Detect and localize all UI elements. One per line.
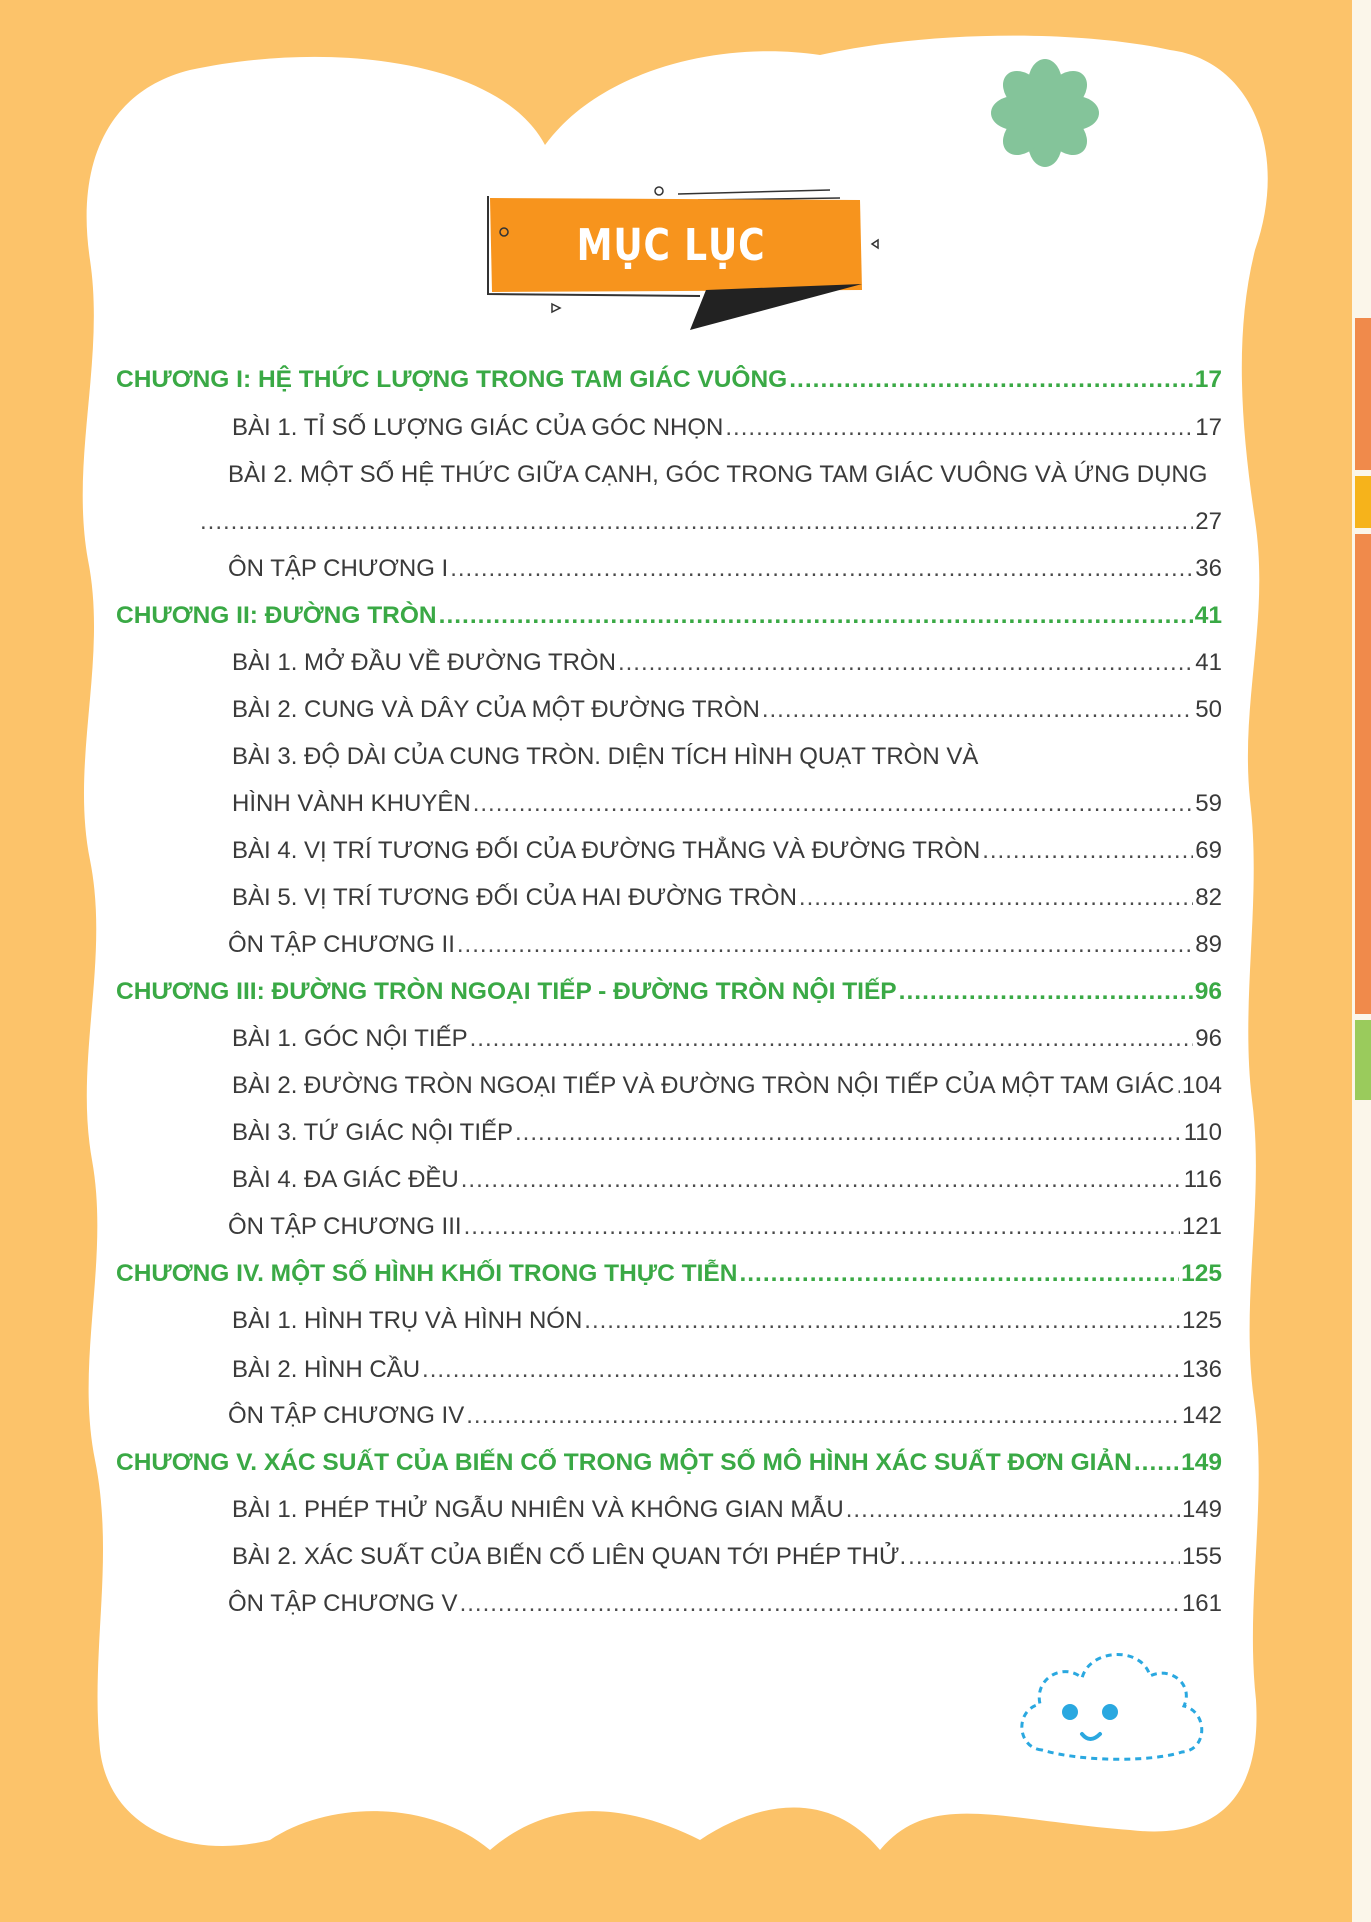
- dot-leader: [846, 1496, 1180, 1524]
- toc-lesson-label: BÀI 1. PHÉP THỬ NGẪU NHIÊN VÀ KHÔNG GIAN MẪU: [232, 1496, 844, 1523]
- toc-page-number: 96: [1195, 1025, 1222, 1052]
- toc-chapter-3[interactable]: [116, 978, 1222, 1006]
- toc-lesson-label: BÀI 2. HÌNH CẦU: [232, 1356, 421, 1383]
- toc-chapter-label: CHƯƠNG III: ĐƯỜNG TRÒN NGOẠI TIẾP - ĐƯỜNG TRÒN NỘI TIẾP: [116, 978, 897, 1005]
- toc-lesson-label[interactable]: BÀI 3. ĐỘ DÀI CỦA CUNG TRÒN. DIỆN TÍCH HÌNH QUẠT TRÒN VÀ: [232, 743, 979, 770]
- toc-lesson-label: BÀI 1. GÓC NỘI TIẾP: [232, 1025, 468, 1052]
- dot-leader: [439, 602, 1193, 630]
- toc-lesson-label: BÀI 2. CUNG VÀ DÂY CỦA MỘT ĐƯỜNG TRÒN: [232, 696, 760, 723]
- toc-lesson[interactable]: [232, 884, 1222, 912]
- toc-page-number: 142: [1181, 1402, 1222, 1429]
- toc-page-number: 41: [1195, 649, 1222, 676]
- toc-review-label: ÔN TẬP CHƯƠNG I: [228, 555, 449, 582]
- toc-page-number: 125: [1181, 1307, 1222, 1334]
- dot-leader: [515, 1119, 1182, 1147]
- toc-lesson-label: BÀI 2. ĐƯỜNG TRÒN NGOẠI TIẾP VÀ ĐƯỜNG TRÒN NỘI TIẾP CỦA MỘT TAM GIÁC: [232, 1072, 1175, 1099]
- smiling-cloud-icon: [1012, 1640, 1212, 1780]
- toc-chapter-review[interactable]: [228, 1402, 1222, 1430]
- page-title: MỤC LỤC: [576, 220, 766, 271]
- toc-page-number: 125: [1181, 1260, 1222, 1287]
- dot-leader: [618, 649, 1193, 677]
- toc-lesson[interactable]: [232, 1119, 1222, 1147]
- toc-lesson[interactable]: [232, 837, 1222, 865]
- toc-lesson-label: BÀI 2. XÁC SUẤT CỦA BIẾN CỐ LIÊN QUAN TỚI PHÉP THỬ.: [232, 1543, 907, 1570]
- dot-leader: [899, 978, 1193, 1006]
- toc-page-number: 27: [1195, 508, 1222, 535]
- flower-icon: [988, 56, 1102, 170]
- toc-lesson-label: BÀI 4. VỊ TRÍ TƯƠNG ĐỐI CỦA ĐƯỜNG THẲNG VÀ ĐƯỜNG TRÒN: [232, 837, 981, 864]
- toc-review-label: ÔN TẬP CHƯƠNG II: [228, 931, 455, 958]
- toc-lesson-label: BÀI 1. TỈ SỐ LƯỢNG GIÁC CỦA GÓC NHỌN: [232, 414, 724, 441]
- toc-lesson-label: BÀI 3. TỨ GIÁC NỘI TIẾP: [232, 1119, 514, 1146]
- toc-chapter-5[interactable]: [116, 1449, 1222, 1477]
- toc-page-number: 136: [1181, 1356, 1222, 1383]
- toc-page-number: 69: [1195, 837, 1222, 864]
- dot-leader: [200, 508, 1193, 536]
- dot-leader: [450, 555, 1193, 583]
- toc-lesson[interactable]: [232, 1496, 1222, 1524]
- dot-leader: [470, 1025, 1194, 1053]
- toc-chapter-review[interactable]: [228, 931, 1222, 959]
- toc-page-number: 17: [1195, 414, 1222, 441]
- toc-lesson[interactable]: [232, 696, 1222, 724]
- toc-lesson-label: BÀI 4. ĐA GIÁC ĐỀU: [232, 1166, 459, 1193]
- toc-page-number: 36: [1195, 555, 1222, 582]
- toc-page-number: 149: [1181, 1496, 1222, 1523]
- dot-leader: [725, 414, 1193, 442]
- toc-lesson[interactable]: [232, 1025, 1222, 1053]
- toc-lesson-label: HÌNH VÀNH KHUYÊN: [232, 790, 471, 817]
- dot-leader: [457, 931, 1193, 959]
- dot-leader: [473, 790, 1194, 818]
- toc-page-number: 149: [1181, 1449, 1222, 1476]
- toc-lesson[interactable]: [232, 1072, 1222, 1100]
- section-tab-orange: [1355, 318, 1371, 470]
- toc-page-number: 96: [1194, 978, 1222, 1005]
- toc-chapter-4[interactable]: [116, 1260, 1222, 1288]
- toc-review-label: ÔN TẬP CHƯƠNG III: [228, 1213, 462, 1240]
- toc-page-number: 104: [1181, 1072, 1222, 1099]
- toc-lesson-continuation[interactable]: [200, 508, 1222, 536]
- toc-lesson[interactable]: [232, 414, 1222, 442]
- toc-page-number: 89: [1195, 931, 1222, 958]
- toc-page-number: 161: [1181, 1590, 1222, 1617]
- dot-leader: [908, 1543, 1180, 1571]
- toc-lesson[interactable]: [232, 1543, 1222, 1571]
- dot-leader: [584, 1307, 1180, 1335]
- dot-leader: [789, 366, 1192, 394]
- toc-lesson[interactable]: [232, 649, 1222, 677]
- toc-chapter-review[interactable]: [228, 1213, 1222, 1241]
- section-tab-orange-long: [1355, 534, 1371, 1014]
- toc-lesson[interactable]: [232, 1166, 1222, 1194]
- toc-page-number: 155: [1181, 1543, 1222, 1570]
- toc-chapter-review[interactable]: [228, 555, 1222, 583]
- toc-review-label: ÔN TẬP CHƯƠNG IV: [228, 1402, 465, 1429]
- dot-leader: [982, 837, 1193, 865]
- toc-chapter-label: CHƯƠNG II: ĐƯỜNG TRÒN: [116, 602, 437, 629]
- toc-chapter-label: CHƯƠNG V. XÁC SUẤT CỦA BIẾN CỐ TRONG MỘT SỐ MÔ HÌNH XÁC SUẤT ĐƠN GIẢN: [116, 1449, 1132, 1476]
- dot-leader: [1176, 1072, 1180, 1100]
- toc-lesson-label[interactable]: BÀI 2. MỘT SỐ HỆ THỨC GIỮA CẠNH, GÓC TRONG TAM GIÁC VUÔNG VÀ ỨNG DỤNG: [228, 461, 1208, 488]
- toc-page-number: 110: [1183, 1119, 1222, 1146]
- toc-page-number: 82: [1195, 884, 1222, 911]
- toc-lesson-label: BÀI 1. MỞ ĐẦU VỀ ĐƯỜNG TRÒN: [232, 649, 616, 676]
- dot-leader: [464, 1213, 1180, 1241]
- toc-page-number: 50: [1195, 696, 1222, 723]
- toc-page-number: 17: [1194, 366, 1222, 393]
- toc-lesson[interactable]: [232, 1307, 1222, 1335]
- toc-chapter-label: CHƯƠNG IV. MỘT SỐ HÌNH KHỐI TRONG THỰC TIỄN: [116, 1260, 738, 1287]
- dot-leader: [422, 1356, 1180, 1384]
- dot-leader: [461, 1166, 1182, 1194]
- toc-page-number: 121: [1181, 1213, 1222, 1240]
- toc-lesson-continuation[interactable]: [232, 790, 1222, 818]
- section-tab-green: [1355, 1020, 1371, 1100]
- toc-page-number: 116: [1183, 1166, 1222, 1193]
- toc-lesson-label: BÀI 5. VỊ TRÍ TƯƠNG ĐỐI CỦA HAI ĐƯỜNG TRÒN: [232, 884, 797, 911]
- toc-lesson[interactable]: [232, 1356, 1222, 1384]
- dot-leader: [799, 884, 1193, 912]
- toc-chapter-label: CHƯƠNG I: HỆ THỨC LƯỢNG TRONG TAM GIÁC VUÔNG: [116, 366, 788, 393]
- dot-leader: [460, 1590, 1180, 1618]
- dot-leader: [466, 1402, 1180, 1430]
- toc-page-number: 41: [1194, 602, 1222, 629]
- toc-chapter-2[interactable]: [116, 602, 1222, 630]
- toc-chapter-review[interactable]: [228, 1590, 1222, 1618]
- toc-lesson-label: BÀI 1. HÌNH TRỤ VÀ HÌNH NÓN: [232, 1307, 583, 1334]
- toc-page-number: 59: [1195, 790, 1222, 817]
- dot-leader: [1134, 1449, 1179, 1477]
- toc-review-label: ÔN TẬP CHƯƠNG V: [228, 1590, 458, 1617]
- section-tab-yellow: [1355, 476, 1371, 528]
- toc-chapter-1[interactable]: [116, 366, 1222, 394]
- dot-leader: [739, 1260, 1179, 1288]
- dot-leader: [762, 696, 1193, 724]
